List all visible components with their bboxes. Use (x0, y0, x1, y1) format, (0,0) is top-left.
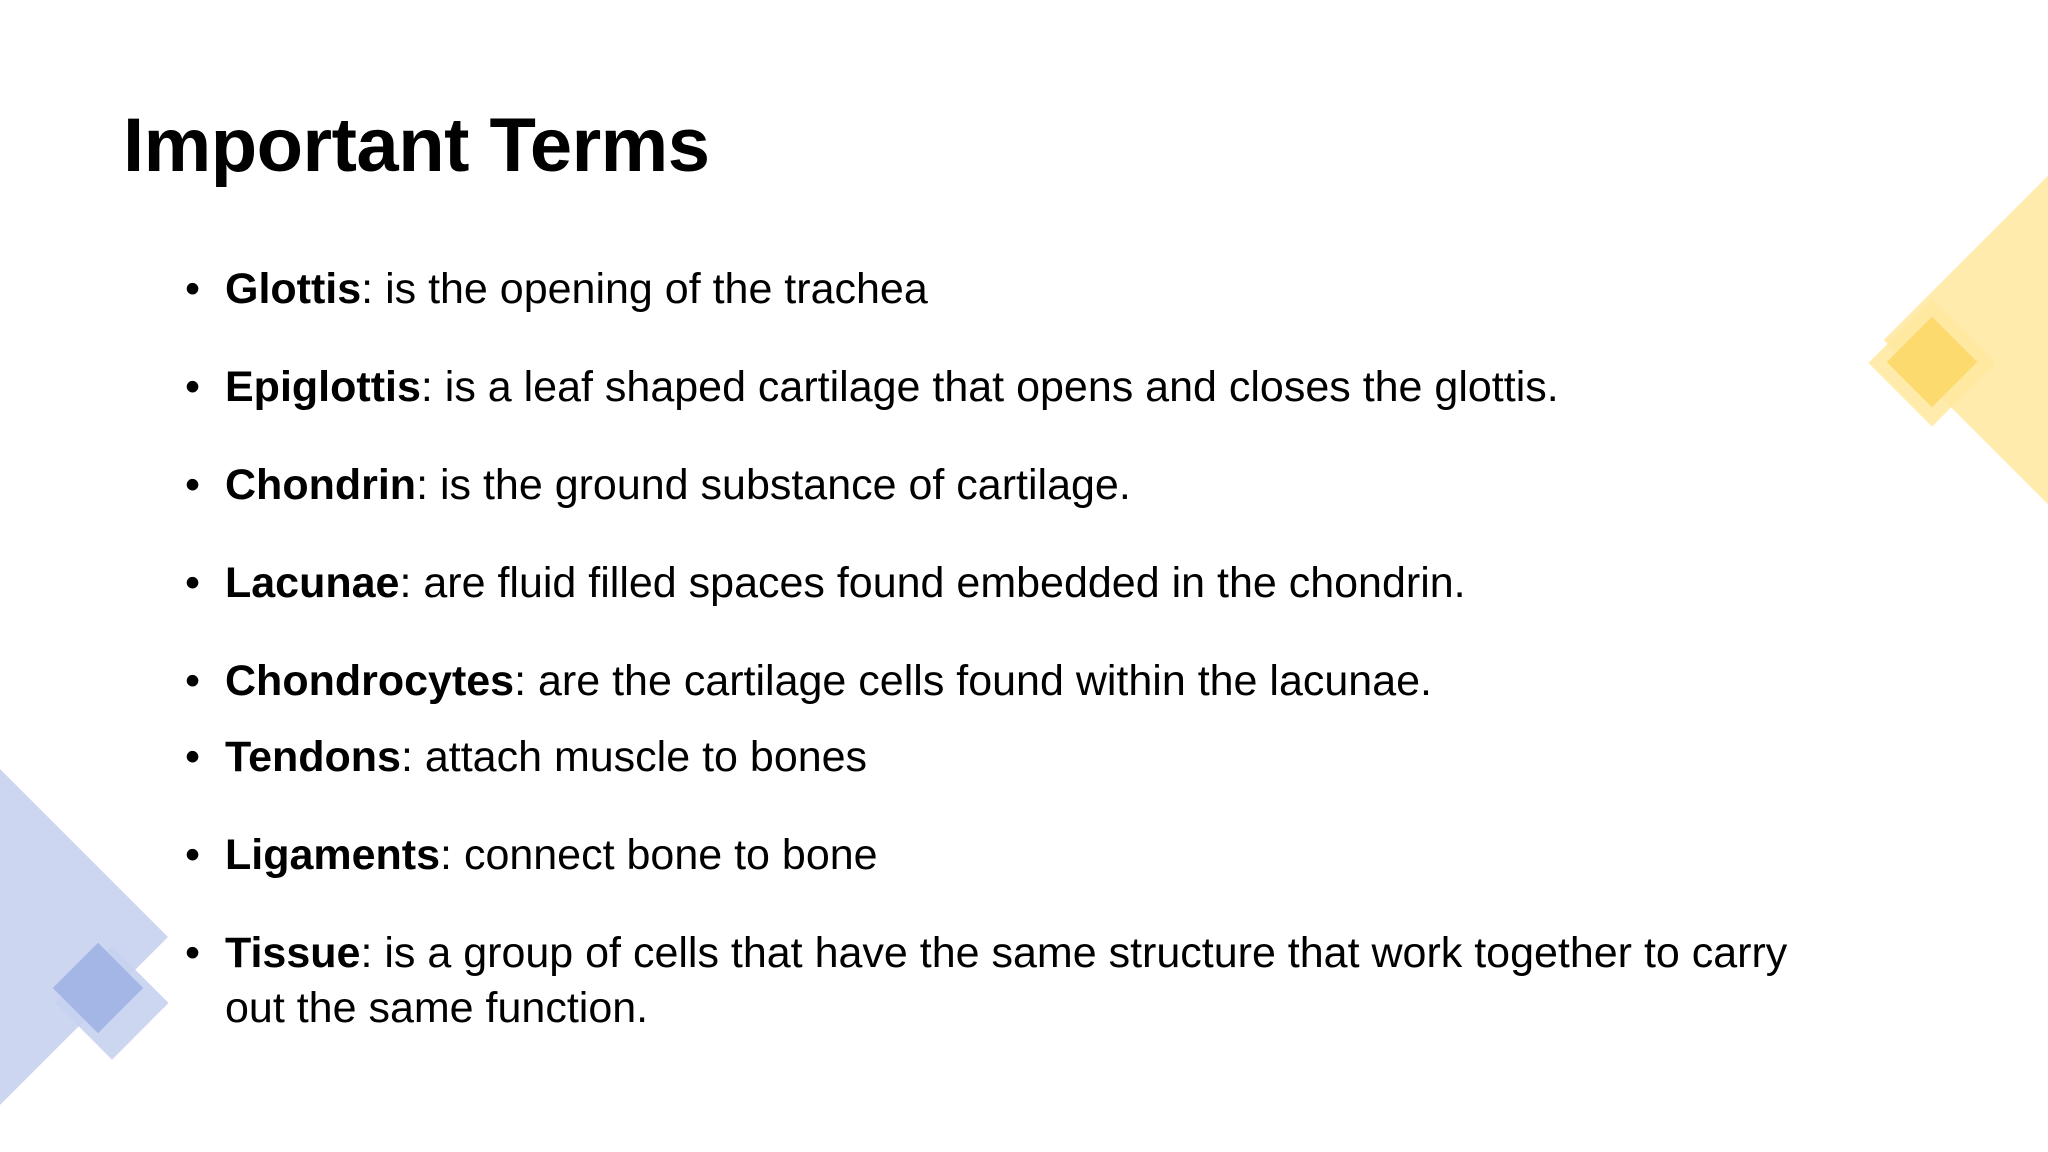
term-item-tendons (185, 730, 1825, 785)
term-name: Lacunae (225, 559, 400, 607)
term-item-lacunae (185, 556, 1825, 611)
term-item-epiglottis (185, 360, 1825, 415)
term-item-tissue (185, 926, 1825, 1036)
term-definition: : connect bone to bone (440, 831, 878, 879)
term-item-chondrin (185, 458, 1825, 513)
slide-title: Important Terms (123, 103, 710, 188)
term-definition: : is a leaf shaped cartilage that opens and closes the glottis. (420, 363, 1559, 411)
term-definition: : is the ground substance of cartilage. (416, 461, 1131, 509)
term-definition: : is the opening of the trachea (361, 265, 928, 313)
term-definition: : are fluid filled spaces found embedded in the chondrin. (399, 559, 1466, 607)
decorative-blue-diamond (0, 739, 168, 1135)
term-name: Glottis (225, 265, 362, 313)
term-name: Chondrocytes (225, 657, 515, 705)
term-name: Chondrin (225, 461, 417, 509)
term-definition: : is a group of cells that have the same structure that work together to carry out the same function. (225, 929, 1788, 1032)
term-name: Tissue (225, 929, 361, 977)
term-item-chondrocytes (185, 654, 1825, 709)
term-definition: : attach muscle to bones (400, 733, 868, 781)
term-name: Tendons (225, 733, 401, 781)
term-definition: : are the cartilage cells found within the lacunae. (514, 657, 1432, 705)
term-item-ligaments (185, 828, 1825, 883)
term-name: Epiglottis (225, 363, 421, 411)
term-item-glottis (185, 262, 1825, 317)
terms-list (185, 262, 1825, 1036)
term-name: Ligaments (225, 831, 441, 879)
